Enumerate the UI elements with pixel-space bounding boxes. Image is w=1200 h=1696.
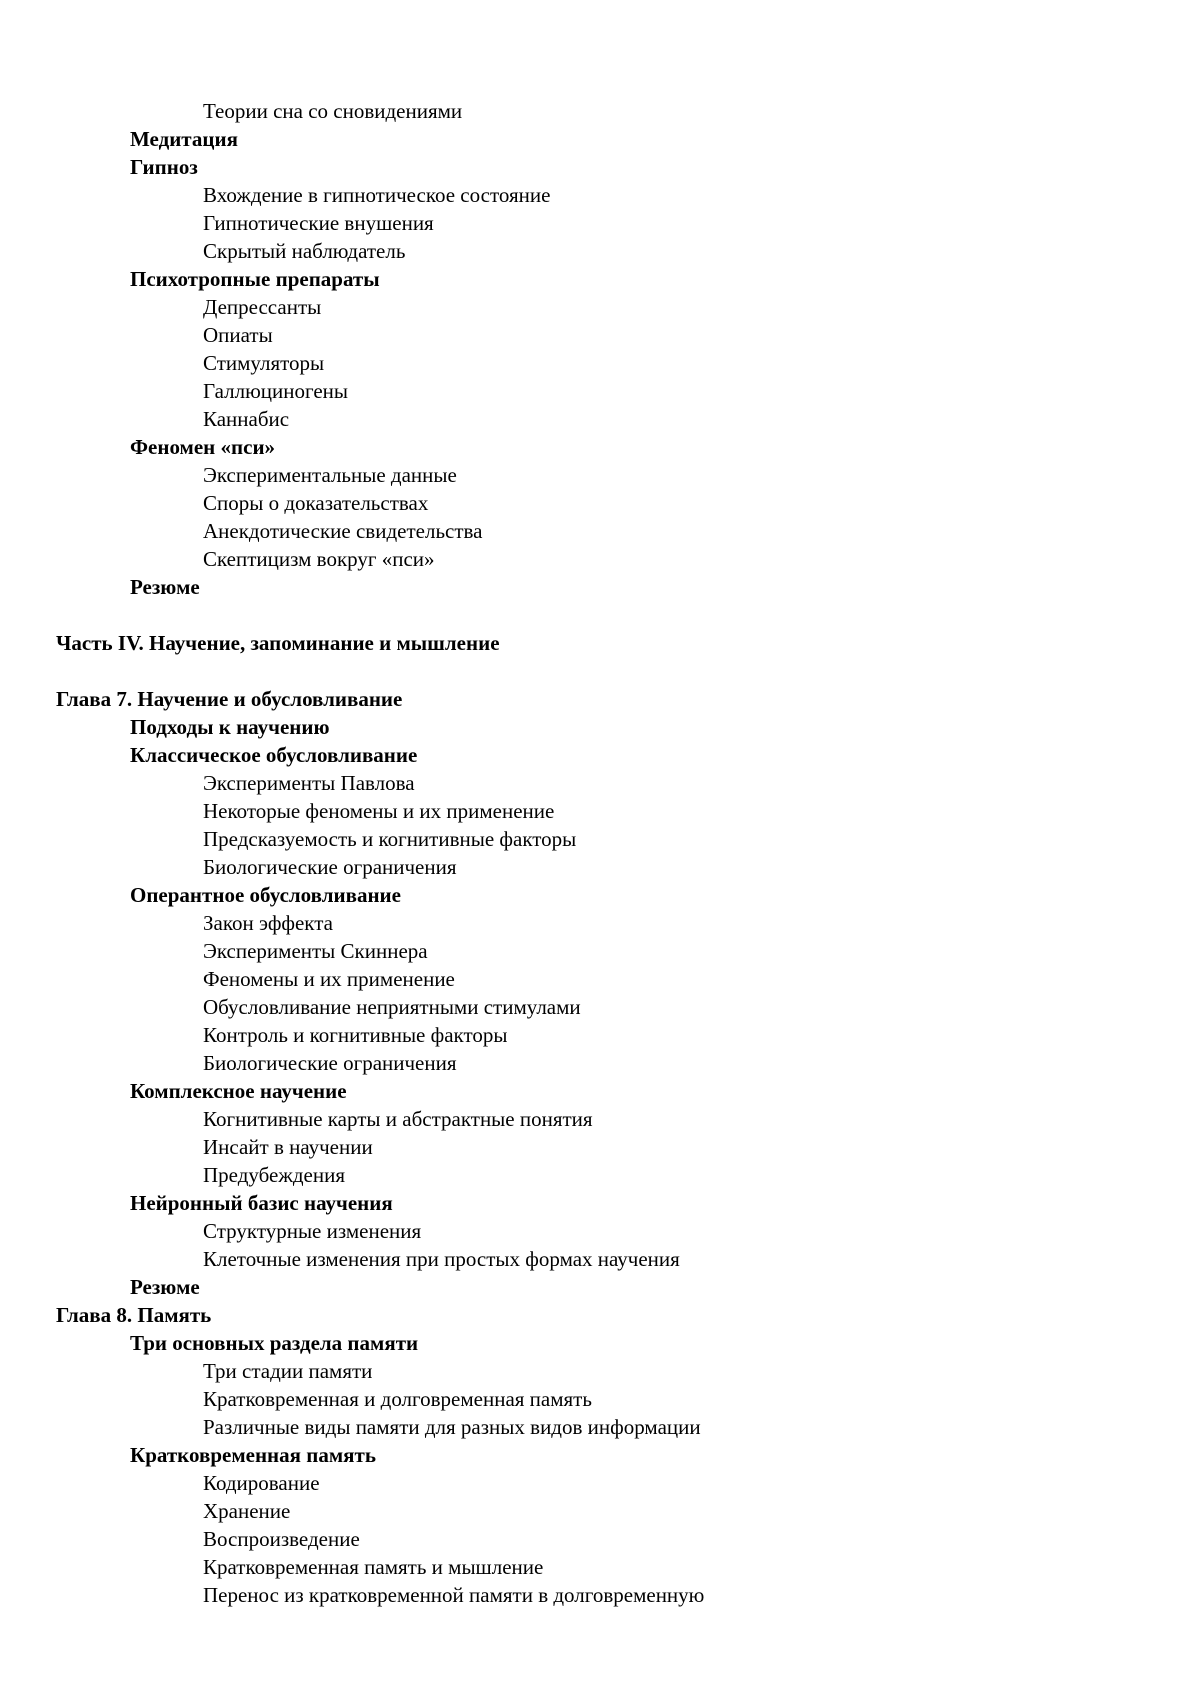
toc-section-heading: Три основных раздела памяти <box>130 1331 419 1355</box>
toc-subsection-item: Клеточные изменения при простых формах научения <box>203 1247 680 1271</box>
toc-subsection-item: Споры о доказательствах <box>203 491 429 515</box>
toc-section-heading: Кратковременная память <box>130 1443 376 1467</box>
toc-section-heading: Психотропные препараты <box>130 267 380 291</box>
toc-subsection-item: Скрытый наблюдатель <box>203 239 406 263</box>
toc-subsection-item: Биологические ограничения <box>203 1051 457 1075</box>
toc-subsection-item: Хранение <box>203 1499 291 1523</box>
toc-subsection-item: Теории сна со сновидениями <box>203 99 463 123</box>
toc-subsection-item: Эксперименты Скиннера <box>203 939 428 963</box>
toc-subsection-item: Феномены и их применение <box>203 967 455 991</box>
toc-subsection-item: Скептицизм вокруг «пси» <box>203 547 435 571</box>
toc-section-heading: Классическое обусловливание <box>130 743 418 767</box>
toc-section-heading: Феномен «пси» <box>130 435 276 459</box>
toc-section-heading: Нейронный базис научения <box>130 1191 393 1215</box>
toc-subsection-item: Закон эффекта <box>203 911 333 935</box>
toc-subsection-item: Контроль и когнитивные факторы <box>203 1023 508 1047</box>
toc-subsection-item: Структурные изменения <box>203 1219 422 1243</box>
toc-chapter-heading: Глава 8. Память <box>56 1303 212 1327</box>
blank-line <box>0 601 1200 629</box>
toc-subsection-item: Кодирование <box>203 1471 320 1495</box>
toc-subsection-item: Эксперименты Павлова <box>203 771 415 795</box>
toc-subsection-item: Каннабис <box>203 407 290 431</box>
toc-subsection-item: Когнитивные карты и абстрактные понятия <box>203 1107 593 1131</box>
toc-subsection-item: Вхождение в гипнотическое состояние <box>203 183 551 207</box>
toc-subsection-item: Некоторые феномены и их применение <box>203 799 555 823</box>
toc-subsection-item: Кратковременная и долговременная память <box>203 1387 592 1411</box>
toc-subsection-item: Депрессанты <box>203 295 322 319</box>
toc-subsection-item: Экспериментальные данные <box>203 463 457 487</box>
toc-subsection-item: Гипнотические внушения <box>203 211 434 235</box>
toc-subsection-item: Анекдотические свидетельства <box>203 519 483 543</box>
toc-subsection-item: Перенос из кратковременной памяти в долговременную <box>203 1583 705 1607</box>
toc-section-heading: Гипноз <box>130 155 198 179</box>
toc-subsection-item: Инсайт в научении <box>203 1135 373 1159</box>
toc-subsection-item: Различные виды памяти для разных видов информации <box>203 1415 701 1439</box>
toc-section-heading: Комплексное научение <box>130 1079 347 1103</box>
toc-subsection-item: Воспроизведение <box>203 1527 360 1551</box>
toc-subsection-item: Обусловливание неприятными стимулами <box>203 995 581 1019</box>
toc-chapter-heading: Глава 7. Научение и обусловливание <box>56 687 403 711</box>
toc-subsection-item: Предсказуемость и когнитивные факторы <box>203 827 577 851</box>
toc-subsection-item: Кратковременная память и мышление <box>203 1555 544 1579</box>
toc-section-heading: Резюме <box>130 1275 200 1299</box>
toc-subsection-item: Три стадии памяти <box>203 1359 373 1383</box>
toc-section-heading: Оперантное обусловливание <box>130 883 401 907</box>
toc-section-heading: Подходы к научению <box>130 715 330 739</box>
toc-section-heading: Медитация <box>130 127 238 151</box>
toc-subsection-item: Опиаты <box>203 323 273 347</box>
toc-subsection-item: Предубеждения <box>203 1163 345 1187</box>
table-of-contents <box>0 97 1200 1609</box>
toc-subsection-item: Биологические ограничения <box>203 855 457 879</box>
toc-subsection-item: Стимуляторы <box>203 351 325 375</box>
toc-chapter-heading: Часть IV. Научение, запоминание и мышление <box>56 631 500 655</box>
toc-section-heading: Резюме <box>130 575 200 599</box>
toc-subsection-item: Галлюциногены <box>203 379 348 403</box>
blank-line <box>0 657 1200 685</box>
